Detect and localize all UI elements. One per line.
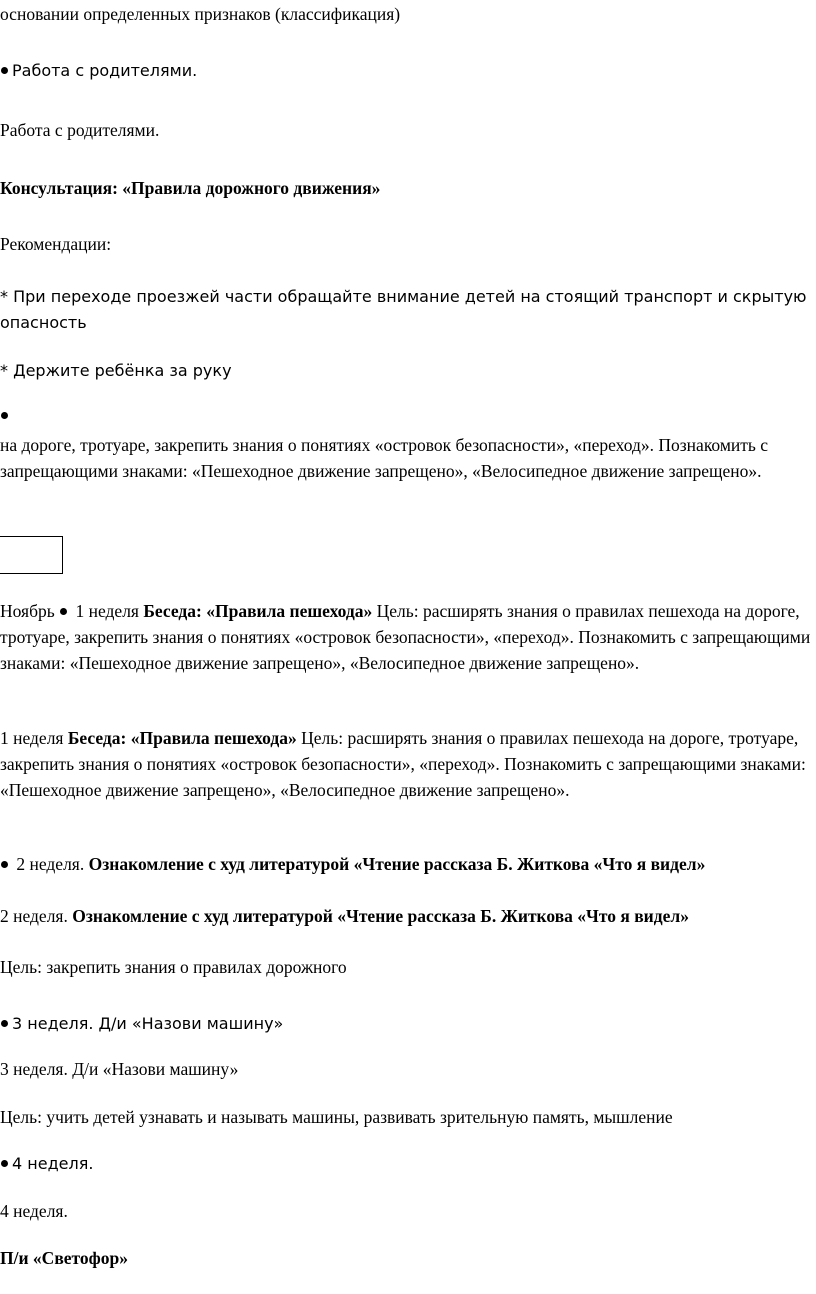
bullet-icon (1, 861, 8, 868)
activity-title: Беседа: «Правила пешехода» (143, 601, 373, 621)
bullet-icon (1, 1020, 8, 1027)
week4-paragraph: 4 неделя. (0, 1201, 68, 1221)
week-label: 4 неделя. (12, 1154, 94, 1173)
month-label: Ноябрь (0, 601, 55, 621)
week2-bullet (0, 851, 812, 877)
game-heading (0, 1245, 812, 1271)
text-line: основании определенных признаков (классификация) (0, 4, 401, 24)
week-label: 3 неделя. Д/и «Назови машину» (12, 1014, 284, 1033)
week-label: 2 неделя. (0, 906, 68, 926)
goal-text: Цель: расширять знания о правилах пешехода на дороге, тротуаре, закрепить знания о понятиях «островок безопасности», «переход». Познакомить с запрещающими знаками: «Пешеходное движение запрещено», «Велосипедное движение запрещено». (0, 601, 811, 673)
bullet-text: Работа с родителями. (12, 61, 198, 80)
text-paragraph: на дороге, тротуаре, закрепить знания о понятиях «островок безопасности», «переход». Познакомить с запрещающими знаками: «Пешеходное движение запрещено», «Велосипедное движение запрещено». (0, 435, 769, 481)
week-label: 1 неделя (75, 601, 139, 621)
week-label: 2 неделя. (16, 854, 85, 874)
week4-bullet (0, 1151, 812, 1177)
week1-paragraph (0, 725, 812, 803)
bullet-icon (60, 608, 67, 615)
goal-text: Цель: учить детей узнавать и называть машины, развивать зрительную память, мышление (0, 1107, 673, 1127)
empty-table-cell (0, 536, 63, 574)
consultation-title: Консультация: «Правила дорожного движения» (0, 178, 381, 198)
week3-paragraph: 3 неделя. Д/и «Назови машину» (0, 1059, 239, 1079)
goal-text: Цель: расширять знания о правилах пешехода на дороге, тротуаре, закрепить знания о понятиях «островок безопасности», «переход». Познакомить с запрещающими знаками: «Пешеходное движение запрещено», «Велосипедное движение запрещено». (0, 728, 806, 800)
text-line: Рекомендации: (0, 234, 112, 254)
goal-text: Цель: закрепить знания о правилах дорожного (0, 957, 347, 977)
bullet-item (0, 402, 812, 428)
activity-title: Ознакомление с худ литературой «Чтение рассказа Б. Житкова «Что я видел» (88, 854, 706, 874)
game-title: П/и «Светофор» (0, 1248, 128, 1268)
november-paragraph (0, 598, 812, 676)
activity-title: Ознакомление с худ литературой «Чтение рассказа Б. Житкова «Что я видел» (72, 906, 689, 926)
text-line: Работа с родителями. (0, 120, 160, 140)
week3-bullet (0, 1011, 812, 1037)
recommendation-item: * При переходе проезжей части обращайте внимание детей на стоящий транспорт и скрытую опасность (0, 287, 807, 332)
bullet-icon (1, 1160, 8, 1167)
recommendation-item: * Держите ребёнка за руку (0, 361, 232, 380)
bullet-item (0, 58, 812, 84)
week-label: 1 неделя (0, 728, 64, 748)
bullet-icon (1, 412, 8, 419)
consultation-heading (0, 175, 812, 201)
activity-title: Беседа: «Правила пешехода» (67, 728, 297, 748)
bullet-icon (1, 67, 8, 74)
week2-paragraph (0, 903, 812, 929)
